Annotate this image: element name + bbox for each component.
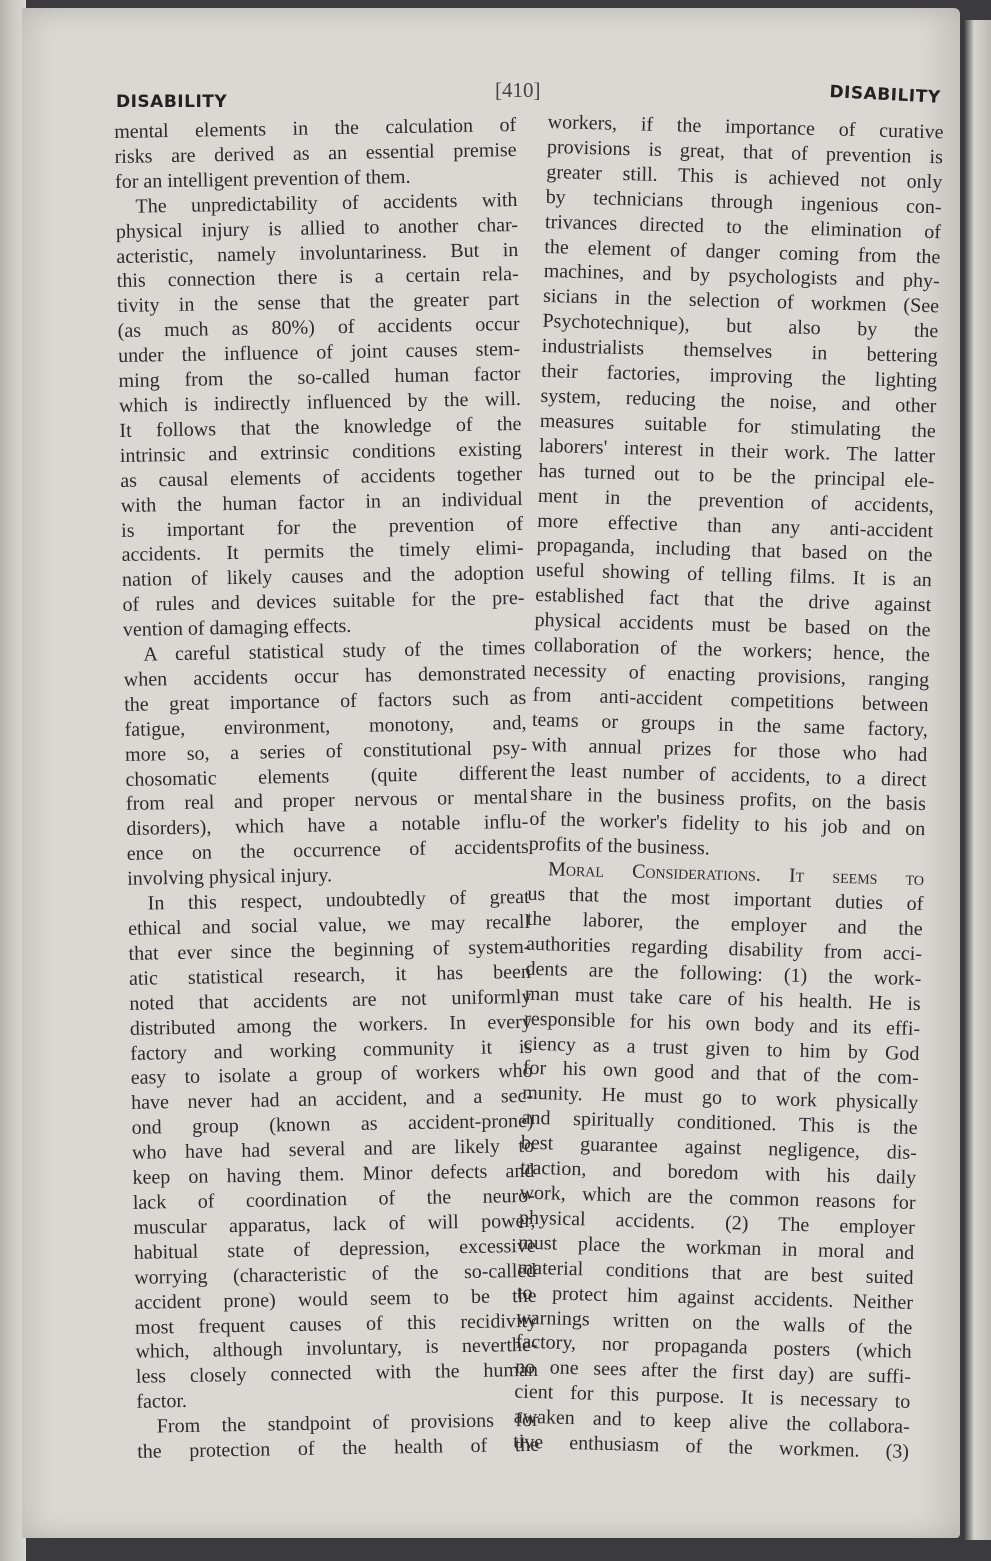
text-line: physical accidents. (2) The employer	[518, 1206, 916, 1239]
text-line: the element of danger coming from the	[544, 235, 941, 268]
text-line: authorities regarding disability from acci-	[525, 932, 923, 965]
text-line: of rules and devices suitable for the pre-	[122, 587, 525, 617]
text-line: vention of damaging effects.	[122, 615, 352, 642]
text-line: work, which are the common reasons for	[519, 1181, 916, 1214]
text-line: as causal elements of accidents together	[120, 462, 523, 492]
text-line: ment in the prevention of accidents,	[537, 484, 935, 517]
text-line: with annual prizes for those who had	[531, 733, 928, 766]
text-line: under the influence of joint causes stem-	[117, 338, 521, 368]
text-line: which, although involuntary, is neverthe-	[135, 1334, 538, 1364]
page-number: [410]	[495, 78, 541, 102]
text-line: involving physical injury.	[127, 864, 333, 891]
text-line: industrialists themselves in bettering	[541, 335, 938, 368]
text-line: for an intelligent prevention of them.	[114, 165, 411, 193]
text-line: and spiritually conditioned. This is the	[521, 1106, 918, 1140]
text-line: measures suitable for stimulating the	[539, 409, 937, 443]
text-line: of the worker's fidelity to his job and on	[529, 808, 926, 841]
text-line: warnings written on the walls of the	[516, 1306, 913, 1339]
text-line: us that the most important duties of	[527, 882, 924, 916]
text-line: workers, if the importance of curative	[547, 110, 944, 144]
text-line: noted that accidents are not uniformly	[129, 985, 532, 1015]
text-line: that ever since the beginning of system-	[128, 935, 531, 965]
text-line: provisions is great, that of prevention is	[546, 135, 944, 169]
text-line: is important for the prevention of	[120, 512, 524, 542]
text-line: factory, nor propaganda posters (which	[515, 1330, 912, 1364]
text-line: to protect him against accidents. Neither	[516, 1281, 914, 1314]
text-line: responsible for his own body and its effi-	[523, 1007, 921, 1040]
text-line: muscular apparatus, lack of will power,	[133, 1209, 536, 1239]
text-line: Psychotechnique), but also by the	[542, 310, 939, 343]
text-line: for his own good and that of the com-	[522, 1057, 920, 1090]
text-line: intrinsic and extrinsic conditions existing	[119, 437, 522, 467]
text-line: their factories, improving the lighting	[540, 359, 938, 393]
text-line: less closely connected with the human	[135, 1359, 539, 1389]
text-line: factory and working community it is	[130, 1035, 533, 1065]
text-line: worrying (characteristic of the so-called	[134, 1259, 537, 1289]
text-line: from real and proper nervous or mental	[125, 786, 529, 816]
text-line: necessity of enacting provisions, ranging	[533, 658, 930, 692]
text-line: this connection there is a certain rela-	[116, 263, 519, 293]
text-line: It follows that the knowledge of the	[119, 412, 522, 442]
text-line: A careful statistical study of the times	[143, 636, 526, 666]
text-line: nation of likely causes and the adoption	[121, 562, 525, 592]
text-line: awaken and to keep alive the collabora-	[513, 1405, 910, 1439]
text-line: from anti-accident competitions between	[532, 683, 929, 717]
text-line: material conditions that are best suited	[517, 1256, 914, 1289]
text-line: risks are derived as an essential premise	[114, 138, 517, 168]
text-line: which is indirectly influenced by the will.	[118, 387, 522, 417]
text-line: keep on having them. Minor defects and	[132, 1159, 535, 1189]
text-line: chosomatic elements (quite different	[125, 761, 528, 791]
text-line: profits of the business.	[528, 833, 711, 860]
text-line: traction, and boredom with his daily	[520, 1156, 917, 1190]
text-line: the laborer, the employer and the	[526, 907, 923, 941]
text-line: the protection of the health of the	[137, 1433, 540, 1463]
text-line: tivity in the sense that the greater part	[117, 288, 520, 318]
text-line: habitual state of depression, excessive	[133, 1234, 536, 1264]
text-line: have never had an accident, and a sec-	[130, 1085, 534, 1115]
text-line: tive enthusiasm of the workmen. (3)	[512, 1430, 910, 1463]
text-line: the great importance of factors such as	[124, 686, 527, 716]
text-line: mental elements in the calculation of	[114, 113, 517, 143]
text-line: The unpredictability of accidents with	[135, 188, 518, 218]
text-line: ond group (known as accident-prone)	[131, 1110, 534, 1140]
text-line: sicians in the selection of workmen (See	[542, 285, 940, 318]
text-line: atic statistical research, it has been	[128, 960, 532, 990]
running-head-left: DISABILITY	[116, 92, 228, 112]
text-line: useful showing of telling films. It is an	[535, 559, 933, 592]
left-text-column	[114, 113, 539, 1465]
text-line: distributed among the workers. In every	[129, 1010, 532, 1040]
text-line: trivances directed to the elimination of	[544, 210, 942, 243]
text-line: greater still. This is achieved not only	[546, 160, 943, 194]
text-line: best guarantee against negligence, dis-	[520, 1131, 918, 1165]
text-line: lack of coordination of the neuro-	[132, 1184, 536, 1214]
text-line: with the human factor in an individual	[120, 487, 523, 517]
text-line: system, reducing the noise, and other	[540, 384, 937, 418]
text-line: has turned out to be the principal ele-	[538, 459, 935, 492]
text-line: cient for this purpose. It is necessary to	[514, 1380, 911, 1414]
text-line: when accidents occur has demonstrated	[123, 661, 526, 691]
text-line: In this respect, undoubtedly of great	[147, 885, 530, 915]
text-line: Moral Considerations. It seems to	[547, 858, 925, 891]
text-line: must place the workman in moral and	[518, 1231, 915, 1264]
text-line: more effective than any anti-accident	[536, 509, 934, 542]
text-line: most frequent causes of this recidivity	[134, 1309, 538, 1339]
text-line: ciency as a trust given to him by God	[523, 1032, 920, 1065]
text-line: dents are the following: (1) the work-	[525, 957, 922, 990]
page-edge	[963, 20, 991, 1540]
text-line: From the standpoint of provisions for	[156, 1408, 539, 1438]
text-line: man must take care of his health. He is	[524, 982, 922, 1015]
text-line: propaganda, including that based on the	[536, 534, 933, 567]
text-line: more so, a series of constitutional psy-	[124, 736, 528, 766]
text-line: munity. He must go to work physically	[521, 1082, 919, 1115]
text-line: laborers' interest in their work. The latter	[538, 434, 936, 468]
text-line: easy to isolate a group of workers who	[130, 1060, 533, 1090]
text-line: the least number of accidents, to a direct	[530, 758, 927, 791]
text-line: accidents. It permits the timely elimi-	[121, 537, 524, 567]
text-line: ming from the so-called human factor	[118, 363, 521, 393]
text-line: established fact that the drive against	[535, 584, 932, 617]
running-head-right: DISABILITY	[828, 82, 942, 108]
text-line: accident prone) would seem to be the	[134, 1284, 537, 1314]
text-line: collaboration of the workers; hence, the	[533, 633, 931, 667]
text-line: ence on the occurrence of accidents	[126, 836, 529, 866]
text-line: share in the business profits, on the basis	[529, 783, 927, 816]
text-line: no one sees after the first day) are suffi-	[514, 1355, 912, 1389]
text-line: ethical and social value, we may recall	[127, 910, 531, 940]
text-line: disorders), which have a notable influ-	[126, 811, 529, 841]
text-line: teams or groups in the same factory,	[531, 708, 929, 741]
text-line: by technicians through ingenious con-	[545, 185, 942, 219]
text-line: acteristic, namely involuntariness. But in	[116, 238, 519, 268]
text-line: machines, and by psychologists and phy-	[543, 260, 940, 293]
text-line: physical injury is allied to another char-	[115, 213, 519, 243]
text-line: physical accidents must be based on the	[534, 608, 931, 642]
text-line: who have had several and are likely to	[131, 1134, 535, 1164]
text-line: factor.	[136, 1390, 188, 1414]
text-line: (as much as 80%) of accidents occur	[117, 313, 520, 343]
text-line: fatigue, environment, monotony, and,	[124, 711, 527, 741]
right-text-column	[513, 110, 944, 1465]
